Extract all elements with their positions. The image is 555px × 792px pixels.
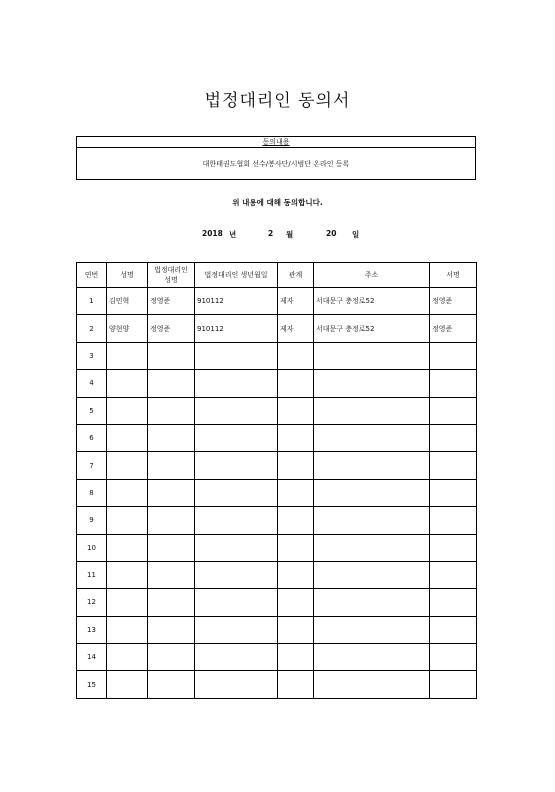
cell-signature (430, 424, 477, 451)
cell-no: 7 (77, 452, 107, 479)
cell-signature (430, 370, 477, 397)
cell-relation (278, 561, 314, 588)
cell-guardian-birthdate (195, 534, 278, 561)
cell-no: 12 (77, 589, 107, 616)
cell-signature (430, 616, 477, 643)
table-row (77, 315, 477, 342)
cell-relation (278, 424, 314, 451)
cell-name: 김민혁 (107, 288, 148, 315)
cell-guardian-name (148, 397, 195, 424)
cell-signature (430, 561, 477, 588)
cell-signature (430, 671, 477, 698)
table-row (77, 397, 477, 424)
table-row (77, 616, 477, 643)
header-signature: 서명 (430, 263, 477, 288)
cell-guardian-name: 정영준 (148, 315, 195, 342)
date-year-unit: 년 (229, 230, 237, 239)
cell-address (314, 561, 430, 588)
cell-name (107, 424, 148, 451)
cell-signature (430, 589, 477, 616)
cell-address (314, 589, 430, 616)
header-relation: 관계 (278, 263, 314, 288)
cell-signature (430, 397, 477, 424)
cell-no: 11 (77, 561, 107, 588)
cell-relation (278, 644, 314, 671)
table-row (77, 452, 477, 479)
cell-relation (278, 452, 314, 479)
cell-no: 2 (77, 315, 107, 342)
cell-guardian-birthdate (195, 479, 278, 506)
cell-address (314, 342, 430, 369)
cell-address: 서대문구 충정로52 (314, 315, 430, 342)
table-row (77, 644, 477, 671)
cell-guardian-name (148, 671, 195, 698)
cell-name (107, 589, 148, 616)
date-month: 2 (268, 229, 274, 238)
cell-name (107, 644, 148, 671)
cell-guardian-birthdate (195, 671, 278, 698)
cell-guardian-birthdate: 910112 (195, 315, 278, 342)
cell-relation (278, 534, 314, 561)
header-no: 연번 (77, 263, 107, 288)
cell-address: 서대문구 충정로52 (314, 288, 430, 315)
table-row (77, 288, 477, 315)
cell-address (314, 644, 430, 671)
cell-signature (430, 644, 477, 671)
cell-no: 5 (77, 397, 107, 424)
cell-guardian-name (148, 589, 195, 616)
cell-address (314, 452, 430, 479)
cell-guardian-birthdate (195, 424, 278, 451)
cell-guardian-name: 정영준 (148, 288, 195, 315)
header-guardian-birthdate: 법정대리인 생년월일 (195, 263, 278, 288)
cell-guardian-birthdate (195, 507, 278, 534)
cell-relation (278, 616, 314, 643)
consent-header: 동의내용 (77, 137, 475, 148)
cell-signature: 정영준 (430, 315, 477, 342)
header-address: 주소 (314, 263, 430, 288)
cell-guardian-name (148, 616, 195, 643)
cell-relation: 제자 (278, 315, 314, 342)
cell-relation (278, 589, 314, 616)
cell-no: 1 (77, 288, 107, 315)
cell-address (314, 397, 430, 424)
agree-statement: 위 내용에 대해 동의합니다. (232, 198, 323, 207)
guardian-table (76, 262, 477, 699)
table-row (77, 342, 477, 369)
cell-signature (430, 452, 477, 479)
consent-content: 대한태권도협회 선수/봉사단/시범단 온라인 등록 (202, 160, 350, 168)
cell-no: 13 (77, 616, 107, 643)
cell-guardian-name (148, 452, 195, 479)
cell-guardian-birthdate (195, 397, 278, 424)
table-row (77, 424, 477, 451)
cell-name: 양현양 (107, 315, 148, 342)
header-guardian-name: 법정대리인 성명 (148, 263, 195, 288)
cell-guardian-birthdate: 910112 (195, 288, 278, 315)
cell-no: 9 (77, 507, 107, 534)
cell-name (107, 561, 148, 588)
date-day-unit: 일 (352, 230, 360, 239)
cell-no: 3 (77, 342, 107, 369)
cell-name (107, 397, 148, 424)
cell-guardian-birthdate (195, 644, 278, 671)
cell-guardian-name (148, 342, 195, 369)
cell-relation: 제자 (278, 288, 314, 315)
cell-relation (278, 370, 314, 397)
cell-signature: 정영준 (430, 288, 477, 315)
table-row (77, 479, 477, 506)
cell-guardian-birthdate (195, 452, 278, 479)
table-header-row (77, 263, 477, 288)
cell-guardian-name (148, 370, 195, 397)
table-row (77, 507, 477, 534)
cell-relation (278, 342, 314, 369)
cell-name (107, 671, 148, 698)
cell-name (107, 452, 148, 479)
cell-no: 15 (77, 671, 107, 698)
table-row (77, 671, 477, 698)
cell-relation (278, 671, 314, 698)
cell-relation (278, 507, 314, 534)
cell-signature (430, 534, 477, 561)
cell-guardian-name (148, 507, 195, 534)
cell-address (314, 671, 430, 698)
date-day: 20 (326, 229, 337, 238)
cell-no: 8 (77, 479, 107, 506)
cell-name (107, 507, 148, 534)
cell-address (314, 479, 430, 506)
cell-guardian-name (148, 479, 195, 506)
cell-guardian-birthdate (195, 561, 278, 588)
cell-guardian-birthdate (195, 589, 278, 616)
cell-signature (430, 507, 477, 534)
header-name: 성명 (107, 263, 148, 288)
cell-name (107, 534, 148, 561)
cell-guardian-name (148, 424, 195, 451)
table-row (77, 561, 477, 588)
cell-guardian-name (148, 534, 195, 561)
cell-relation (278, 479, 314, 506)
table-row (77, 370, 477, 397)
cell-no: 4 (77, 370, 107, 397)
cell-no: 14 (77, 644, 107, 671)
cell-no: 10 (77, 534, 107, 561)
cell-name (107, 342, 148, 369)
cell-guardian-birthdate (195, 370, 278, 397)
cell-guardian-birthdate (195, 342, 278, 369)
table-row (77, 534, 477, 561)
cell-address (314, 507, 430, 534)
cell-signature (430, 342, 477, 369)
cell-signature (430, 479, 477, 506)
cell-name (107, 616, 148, 643)
document-title: 법정대리인 동의서 (204, 91, 351, 111)
cell-guardian-birthdate (195, 616, 278, 643)
cell-no: 6 (77, 424, 107, 451)
cell-address (314, 616, 430, 643)
date-year: 2018 (202, 229, 223, 238)
cell-address (314, 424, 430, 451)
consent-box (76, 136, 476, 180)
cell-guardian-name (148, 644, 195, 671)
date-month-unit: 월 (286, 230, 294, 239)
cell-address (314, 370, 430, 397)
cell-address (314, 534, 430, 561)
cell-name (107, 479, 148, 506)
cell-name (107, 370, 148, 397)
cell-guardian-name (148, 561, 195, 588)
cell-relation (278, 397, 314, 424)
table-row (77, 589, 477, 616)
